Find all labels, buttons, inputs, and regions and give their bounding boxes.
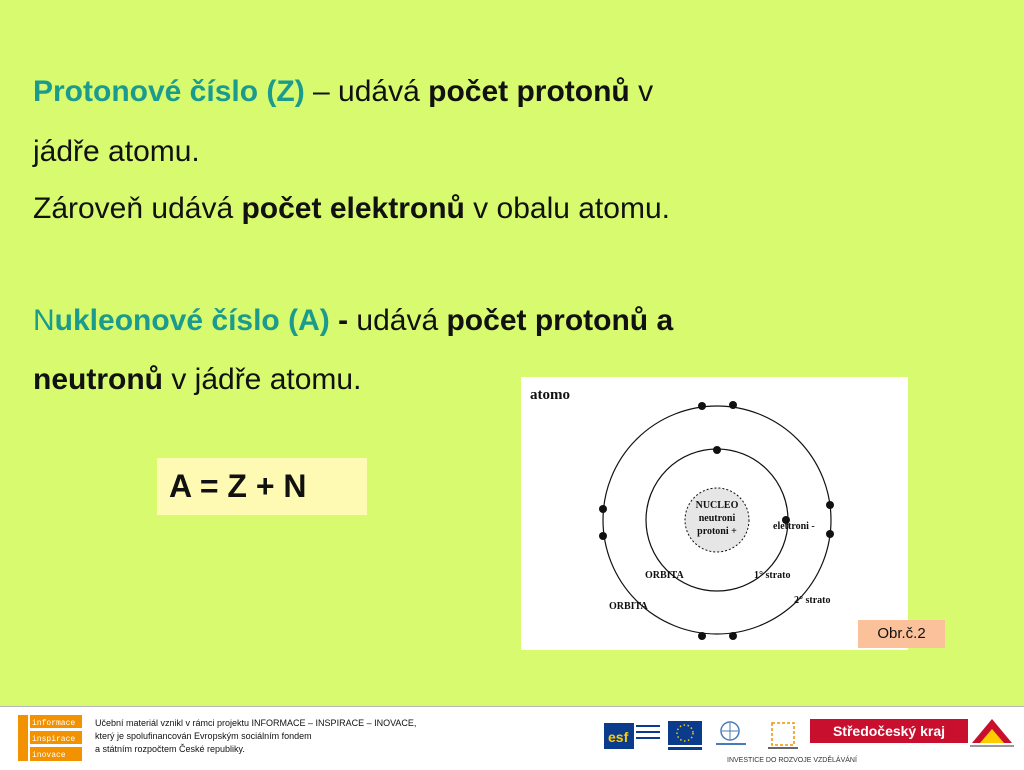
- electron: [826, 501, 834, 509]
- layer2-label: 2° strato: [794, 595, 831, 606]
- electron: [729, 401, 737, 409]
- electron: [826, 530, 834, 538]
- nucleon-number-term: ukleonové číslo (A): [54, 304, 330, 337]
- nucleon-initial: N: [33, 304, 55, 337]
- proton-count-phrase: počet protonů: [428, 75, 630, 108]
- region-label: Středočeský kraj: [832, 723, 946, 739]
- layer1-label: 1° strato: [754, 570, 791, 581]
- sponsor-logos: [600, 713, 1015, 765]
- electron-line-tail: v obalu atomu.: [464, 192, 670, 225]
- footer-line-3: a státním rozpočtem České republiky.: [95, 744, 245, 754]
- svg-text:esf: esf: [608, 729, 629, 745]
- iii-logo-word-3: inovace: [32, 751, 66, 760]
- atom-title: atomo: [530, 387, 570, 403]
- electron-line: [33, 191, 670, 227]
- iii-logo-graphic: [18, 715, 82, 761]
- proton-line-tail: v: [629, 75, 654, 108]
- electron-count-phrase: počet elektronů: [241, 192, 465, 225]
- electron-label: elettroni -: [773, 521, 815, 532]
- proton-number-term: Protonové číslo (Z): [33, 75, 305, 108]
- outer-orbit-label: ORBITA: [609, 601, 648, 612]
- nucleon-mid: udává: [356, 304, 447, 337]
- figure-caption: Obr.č.2: [858, 620, 945, 648]
- footer-line-1: Učební materiál vznikl v rámci projektu INFORMACE – INSPIRACE – INOVACE,: [95, 718, 417, 728]
- iii-logo: [18, 715, 82, 761]
- footer-note: [95, 717, 416, 756]
- inner-orbit-label: ORBITA: [645, 570, 684, 581]
- neutron-line-tail: v jádře atomu.: [162, 363, 362, 396]
- region-emblem: [970, 719, 1014, 747]
- proton-number-dash: – udává: [304, 75, 429, 108]
- electron: [599, 505, 607, 513]
- investice-label: INVESTICE DO ROZVOJE VZDĚLÁVÁNÍ: [727, 757, 857, 764]
- proton-number-line: [33, 74, 653, 110]
- nucleon-dash: -: [329, 304, 357, 337]
- formula-text: A = Z + N: [169, 468, 307, 504]
- nucleus-label-3: protoni +: [697, 526, 737, 537]
- nucleon-count-phrase: počet protonů a: [446, 304, 674, 337]
- eu-flag-logo: [668, 721, 702, 750]
- atom-diagram-svg: [521, 377, 908, 650]
- footer: [0, 706, 1024, 769]
- footer-line-2: který je spolufinancován Evropským sociálním fondem: [95, 731, 312, 741]
- neutron-line: [33, 362, 361, 398]
- esf-logo: [604, 723, 660, 749]
- iii-logo-word-2: inspirace: [32, 735, 76, 744]
- electron: [599, 532, 607, 540]
- formula-box: [157, 458, 367, 515]
- nucleus-line: jádře atomu.: [33, 135, 200, 168]
- iii-logo-word-1: informace: [32, 719, 76, 728]
- electron: [698, 402, 706, 410]
- electron: [713, 446, 721, 454]
- atom-diagram: [521, 377, 908, 650]
- electron: [698, 632, 706, 640]
- neutron-phrase: neutronů: [33, 363, 163, 396]
- nucleon-number-line: [33, 303, 673, 339]
- electron-line-start: Zároveň udává: [33, 192, 242, 225]
- msmt-logo: [716, 722, 746, 745]
- electron: [729, 632, 737, 640]
- sponsor-logos-graphic: [600, 713, 1015, 765]
- nucleus-label-1: NUCLEO: [695, 500, 739, 511]
- op-logo: [768, 723, 798, 749]
- nucleus-label-2: neutroni: [698, 513, 736, 524]
